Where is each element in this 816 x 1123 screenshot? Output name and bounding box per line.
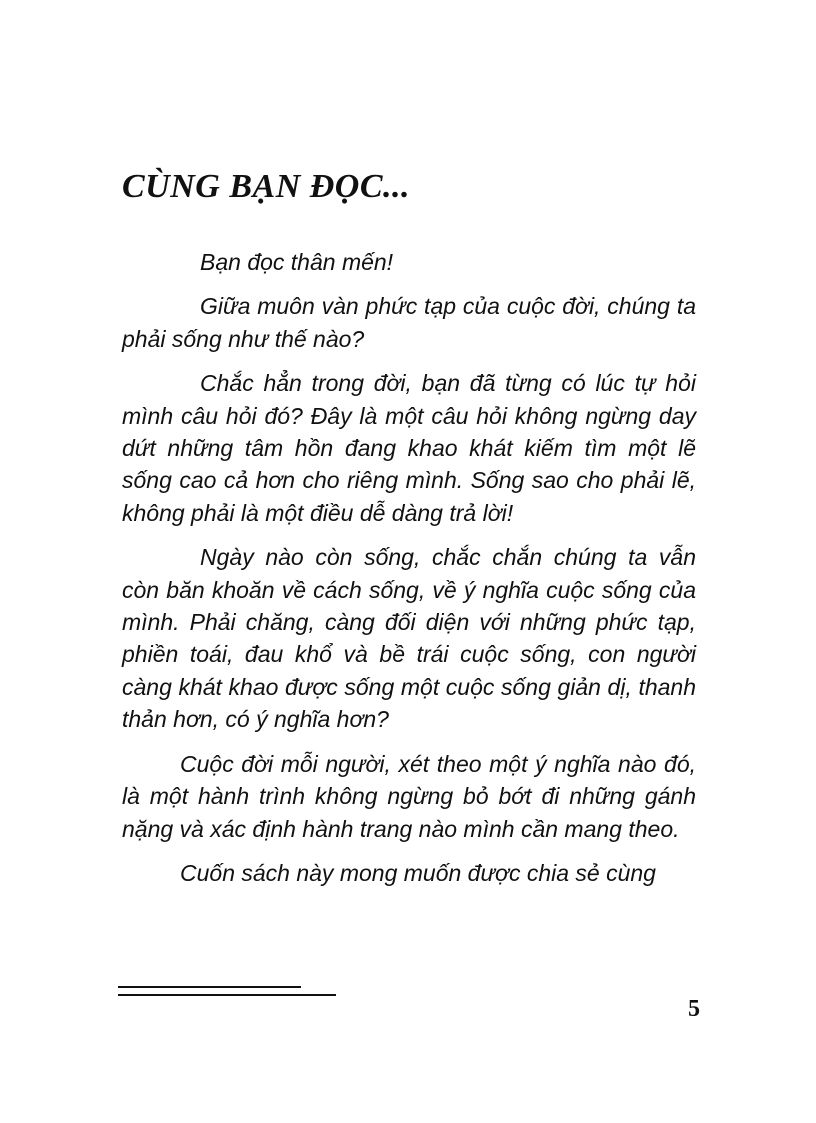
body-text [122, 246, 696, 901]
paragraph-greeting: Bạn đọc thân mến! [200, 249, 394, 275]
footer-rule-upper [118, 986, 301, 988]
paragraph-journey: Cuộc đời mỗi người, xét theo một ý nghĩa nào đó, là một hành trình không ngừng bỏ bớt đi những gánh nặng và xác định hành trang nào mình cần mang theo. [122, 750, 696, 842]
paragraph-book-purpose: Cuốn sách này mong muốn được chia sẻ cùng [180, 859, 656, 886]
page-title: CÙNG BẠN ĐỌC... [122, 168, 411, 205]
paragraph-question: Giữa muôn vàn phức tạp của cuộc đời, chúng ta phải sống như thế nào? [122, 293, 696, 352]
paragraph-meaning: Ngày nào còn sống, chắc chắn chúng ta vẫn còn băn khoăn về cách sống, về ý nghĩa cuộc sống của mình. Phải chăng, càng đối diện với những phức tạp, phiền toái, đau khổ và bề trái cuộc sống, con người càng khát khao được sống một cuộc sống giản dị, thanh thản hơn, có ý nghĩa hơn? [122, 544, 696, 733]
footer-rule-lower [118, 994, 336, 996]
paragraph-reflection: Chắc hẳn trong đời, bạn đã từng có lúc tự hỏi mình câu hỏi đó? Đây là một câu hỏi không ngừng day dứt những tâm hồn đang khao khát kiếm tìm một lẽ sống cao cả hơn cho riêng mình. Sống sao cho phải lẽ, không phải là một điều dễ dàng trả lời! [122, 370, 696, 526]
page-number: 5 [688, 996, 700, 1022]
